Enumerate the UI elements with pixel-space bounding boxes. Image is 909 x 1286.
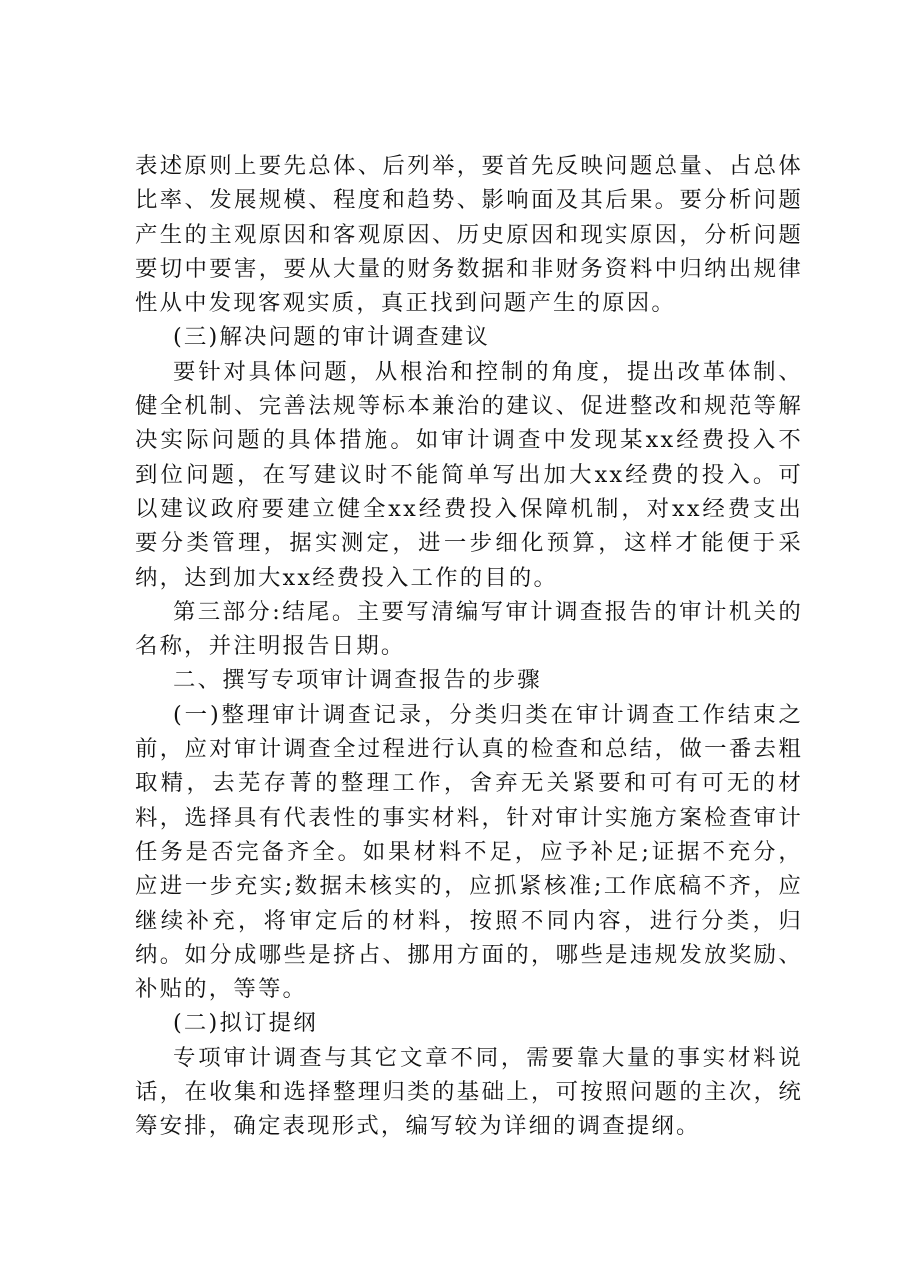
section-heading-steps: 二、撰写专项审计调查报告的步骤 xyxy=(173,667,542,694)
section-heading-suggestions: (三)解决问题的审计调查建议 xyxy=(173,324,490,351)
paragraph-principles: 表述原则上要先总体、后列举，要首先反映问题总量、占总体比率、发展规模、程度和趋势、影响面及其后果。要分析问题产生的主观原因和客观原因、历史原因和现实原因，分析问题要切中要害，要从大量的财务数据和非财务资料中归纳出规律性从中发现客观实质，真正找到问题产生的原因。 xyxy=(135,153,803,317)
section-heading-outline: (二)拟订提纲 xyxy=(173,1010,318,1037)
paragraph-part-three: 第三部分:结尾。主要写清编写审计调查报告的审计机关的名称，并注明报告日期。 xyxy=(135,598,803,660)
paragraph-suggestions: 要针对具体问题，从根治和控制的角度，提出改革体制、健全机制、完善法规等标本兼治的建议、促进整改和规范等解决实际问题的具体措施。如审计调查中发现某xx经费投入不到位问题，在写建议时不能简单写出加大xx经费的投入。可以建议政府要建立健全xx经费投入保障机制，对xx经费支出要分类管理，据实测定，进一步细化预算，这样才能便于采纳，达到加大xx经费投入工作的目的。 xyxy=(135,358,803,591)
document-page xyxy=(135,149,803,1144)
paragraph-step-one: (一)整理审计调查记录，分类归类在审计调查工作结束之前，应对审计调查全过程进行认真的检查和总结，做一番去粗取精，去芜存菁的整理工作，舍弃无关紧要和可有可无的材料，选择具有代表性的事实材料，针对审计实施方案检查审计任务是否完备齐全。如果材料不足，应予补足;证据不充分，应进一步充实;数据未核实的，应抓紧核准;工作底稿不齐，应继续补充，将审定后的材料，按照不同内容，进行分类，归纳。如分成哪些是挤占、挪用方面的，哪些是违规发放奖励、补贴的，等等。 xyxy=(135,701,803,1003)
paragraph-outline: 专项审计调查与其它文章不同，需要靠大量的事实材料说话，在收集和选择整理归类的基础上，可按照问题的主次，统筹安排，确定表现形式，编写较为详细的调查提纲。 xyxy=(135,1044,803,1140)
